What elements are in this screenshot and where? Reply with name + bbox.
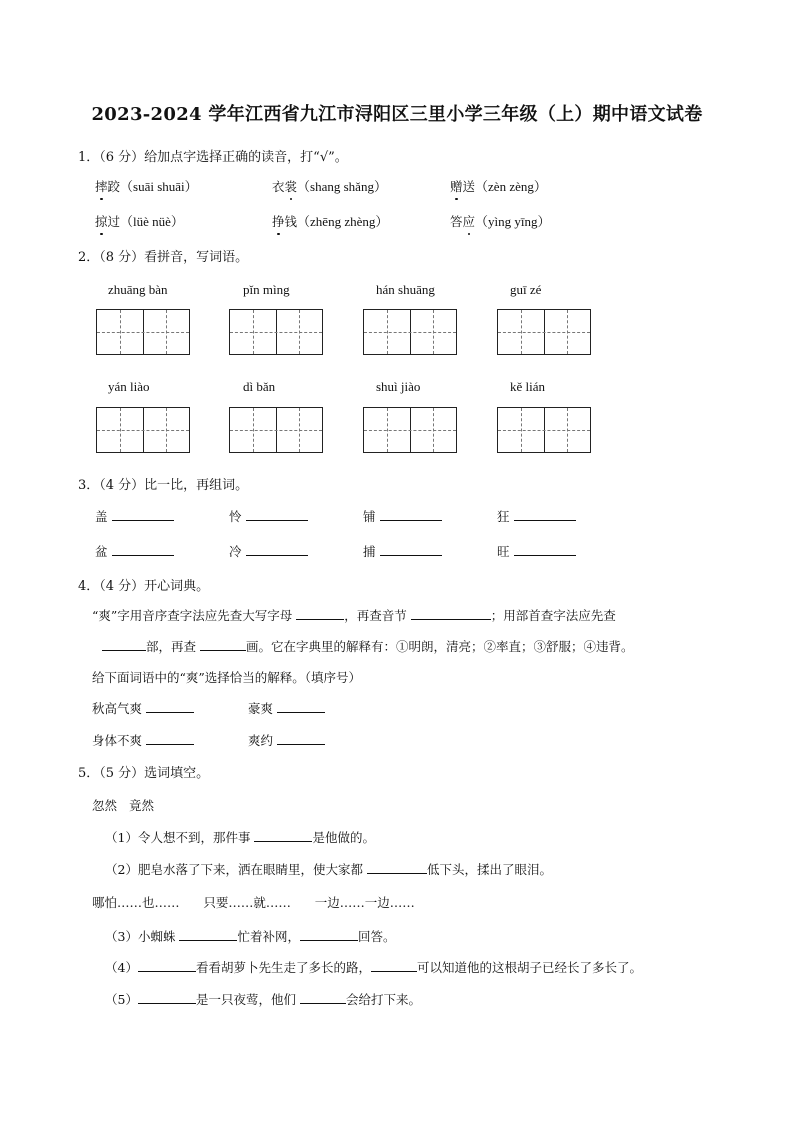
answer-blank[interactable] bbox=[179, 939, 237, 941]
q2-pinyin-1: zhuāng bàn bbox=[108, 282, 168, 297]
answer-blank[interactable] bbox=[296, 618, 344, 620]
answer-blank[interactable] bbox=[138, 970, 196, 972]
q1-item-4-pinyin: （lüè nüè） bbox=[120, 214, 184, 229]
q3-word-7 bbox=[363, 542, 442, 560]
q2-pinyin-6: dì bǎn bbox=[243, 379, 276, 394]
q2-pinyin-3: hán shuāng bbox=[376, 282, 435, 297]
q3-word-4 bbox=[497, 507, 576, 525]
q4-word: 豪爽 bbox=[248, 701, 274, 716]
q1-item-5 bbox=[272, 211, 388, 230]
q5-text: （3）小蜘蛛 bbox=[105, 929, 176, 944]
q3-word-6 bbox=[229, 542, 308, 560]
q4-text: 画。它在字典里的解释有：①明朗，清亮；②率直；③舒服；④违背。 bbox=[246, 639, 634, 654]
answer-blank[interactable] bbox=[146, 743, 194, 745]
answer-blank[interactable] bbox=[380, 519, 442, 521]
q3-header: 3．（4 分）比一比，再组词。 bbox=[78, 478, 249, 493]
q5-choices-2 bbox=[92, 893, 415, 911]
q3-word-1 bbox=[95, 507, 174, 525]
q1-item-2-pinyin: （shang shǎng） bbox=[297, 179, 387, 194]
q5-text: （2）肥皂水落了下来，洒在眼睛里，使大家都 bbox=[105, 862, 363, 877]
q4-text: 部，再查 bbox=[146, 639, 197, 654]
answer-blank[interactable] bbox=[300, 939, 358, 941]
q4-word-4 bbox=[248, 731, 325, 749]
q5-sentence-3 bbox=[105, 927, 395, 945]
q1-item-1-dotted: 摔 bbox=[95, 179, 108, 194]
answer-blank[interactable] bbox=[277, 743, 325, 745]
q1-item-4 bbox=[95, 211, 184, 230]
q5-text: 可以知道他的这根胡子已经长了多长了。 bbox=[416, 960, 642, 975]
q5-text: （4） bbox=[105, 960, 138, 975]
q5-header: 5．（5 分）选词填空。 bbox=[78, 766, 210, 781]
q1-item-6-pre: 答 bbox=[450, 214, 463, 229]
q1-item-4-rest: 过 bbox=[107, 214, 121, 229]
q3-char: 铺 bbox=[363, 509, 376, 524]
q3-char: 狂 bbox=[497, 509, 510, 524]
q1-item-3-pinyin: （zèn zèng） bbox=[475, 179, 547, 194]
exam-title: 2023-2024 学年江西省九江市浔阳区三里小学三年级（上）期中语文试卷 bbox=[91, 104, 703, 125]
answer-blank[interactable] bbox=[200, 649, 246, 651]
answer-blank[interactable] bbox=[138, 1002, 196, 1004]
q3-char: 旺 bbox=[497, 544, 510, 559]
q1-item-3 bbox=[450, 176, 547, 195]
q2-grid-4[interactable] bbox=[497, 309, 591, 355]
q5-text: 是他做的。 bbox=[312, 830, 375, 845]
answer-blank[interactable] bbox=[254, 840, 312, 842]
q1-item-1-pinyin: （suāi shuāi） bbox=[120, 179, 198, 194]
q4-text: “爽”字用音序查字法应先查大写字母 bbox=[92, 608, 293, 623]
answer-blank[interactable] bbox=[102, 649, 146, 651]
answer-blank[interactable] bbox=[112, 519, 174, 521]
q4-word: 身体不爽 bbox=[92, 733, 143, 748]
q3-char: 盖 bbox=[95, 509, 108, 524]
q1-header: 1．（6 分）给加点字选择正确的读音，打“√”。 bbox=[78, 150, 348, 165]
q1-item-5-dotted: 挣 bbox=[272, 214, 285, 229]
q2-grid-3[interactable] bbox=[363, 309, 457, 355]
q4-header: 4．（4 分）开心词典。 bbox=[78, 579, 210, 594]
q5-choice: 一边……一边…… bbox=[314, 895, 415, 910]
answer-blank[interactable] bbox=[112, 554, 174, 556]
q3-word-5 bbox=[95, 542, 174, 560]
q5-text: （1）令人想不到，那件事 bbox=[105, 830, 251, 845]
answer-blank[interactable] bbox=[300, 1002, 346, 1004]
q5-sentence-1 bbox=[105, 828, 375, 846]
q5-choice: 只要……就…… bbox=[203, 895, 291, 910]
q5-text: 忙着补网， bbox=[237, 929, 300, 944]
q3-word-8 bbox=[497, 542, 576, 560]
q2-pinyin-8: kě lián bbox=[510, 379, 546, 394]
q3-char: 冷 bbox=[229, 544, 242, 559]
q4-text: ；用部首查字法应先查 bbox=[490, 608, 616, 623]
answer-blank[interactable] bbox=[246, 519, 308, 521]
answer-blank[interactable] bbox=[514, 554, 576, 556]
q2-pinyin-7: shuì jiào bbox=[376, 379, 421, 394]
q5-text: 回答。 bbox=[357, 929, 396, 944]
q4-paragraph-3: 给下面词语中的“爽”选择恰当的解释。（填序号） bbox=[92, 670, 362, 685]
q3-char: 怜 bbox=[229, 509, 242, 524]
q1-item-2-dotted: 裳 bbox=[284, 179, 298, 194]
q5-choices-1 bbox=[92, 796, 154, 814]
q2-grid-6[interactable] bbox=[229, 407, 323, 453]
q4-text: ，再查音节 bbox=[344, 608, 407, 623]
q1-item-3-rest: 送 bbox=[462, 179, 476, 194]
q1-item-2 bbox=[272, 176, 387, 195]
q5-choice: 竟然 bbox=[128, 798, 154, 813]
q5-sentence-2 bbox=[105, 860, 552, 878]
q2-pinyin-5: yán liào bbox=[108, 379, 150, 394]
q4-paragraph-2 bbox=[102, 637, 634, 655]
q1-item-3-dotted: 赠 bbox=[450, 179, 463, 194]
q2-pinyin-4: guī zé bbox=[510, 282, 542, 297]
q1-item-2-pre: 衣 bbox=[272, 179, 285, 194]
q3-word-2 bbox=[229, 507, 308, 525]
q5-text: （5） bbox=[105, 992, 138, 1007]
q2-grid-5[interactable] bbox=[96, 407, 190, 453]
q5-text: 会给打下来。 bbox=[345, 992, 421, 1007]
q3-word-3 bbox=[363, 507, 442, 525]
q1-item-1 bbox=[95, 176, 198, 195]
q1-item-1-rest: 跤 bbox=[107, 179, 121, 194]
q1-item-4-dotted: 掠 bbox=[95, 214, 108, 229]
q2-header: 2．（8 分）看拼音，写词语。 bbox=[78, 250, 249, 265]
q5-text: 看看胡萝卜先生走了多长的路， bbox=[195, 960, 371, 975]
q5-sentence-4 bbox=[105, 958, 642, 976]
q5-choice: 哪怕……也…… bbox=[92, 895, 180, 910]
q4-word-2 bbox=[248, 699, 325, 717]
answer-blank[interactable] bbox=[277, 711, 325, 713]
answer-blank[interactable] bbox=[371, 970, 417, 972]
answer-blank[interactable] bbox=[411, 618, 491, 620]
q1-item-6 bbox=[450, 211, 551, 230]
answer-blank[interactable] bbox=[146, 711, 194, 713]
q1-item-6-dotted: 应 bbox=[462, 214, 476, 229]
q4-word: 爽约 bbox=[248, 733, 274, 748]
answer-blank[interactable] bbox=[367, 872, 427, 874]
q2-pinyin-2: pǐn mìng bbox=[243, 282, 290, 297]
answer-blank[interactable] bbox=[380, 554, 442, 556]
q5-text: 是一只夜莺，他们 bbox=[195, 992, 296, 1007]
q3-char: 盆 bbox=[95, 544, 108, 559]
q4-paragraph-1 bbox=[92, 606, 616, 624]
q5-sentence-5 bbox=[105, 990, 421, 1008]
q2-grid-8[interactable] bbox=[497, 407, 591, 453]
q5-choice: 忽然 bbox=[92, 798, 118, 813]
q4-word-1 bbox=[92, 699, 194, 717]
q2-grid-2[interactable] bbox=[229, 309, 323, 355]
q4-word-3 bbox=[92, 731, 194, 749]
q1-item-5-rest: 钱 bbox=[284, 214, 298, 229]
q2-grid-1[interactable] bbox=[96, 309, 190, 355]
q2-grid-7[interactable] bbox=[363, 407, 457, 453]
q1-item-5-pinyin: （zhēng zhèng） bbox=[297, 214, 389, 229]
q4-word: 秋高气爽 bbox=[92, 701, 143, 716]
q3-char: 捕 bbox=[363, 544, 376, 559]
answer-blank[interactable] bbox=[514, 519, 576, 521]
answer-blank[interactable] bbox=[246, 554, 308, 556]
q5-text: 低下头，揉出了眼泪。 bbox=[426, 862, 552, 877]
q1-item-6-pinyin: （yìng yīng） bbox=[475, 214, 551, 229]
